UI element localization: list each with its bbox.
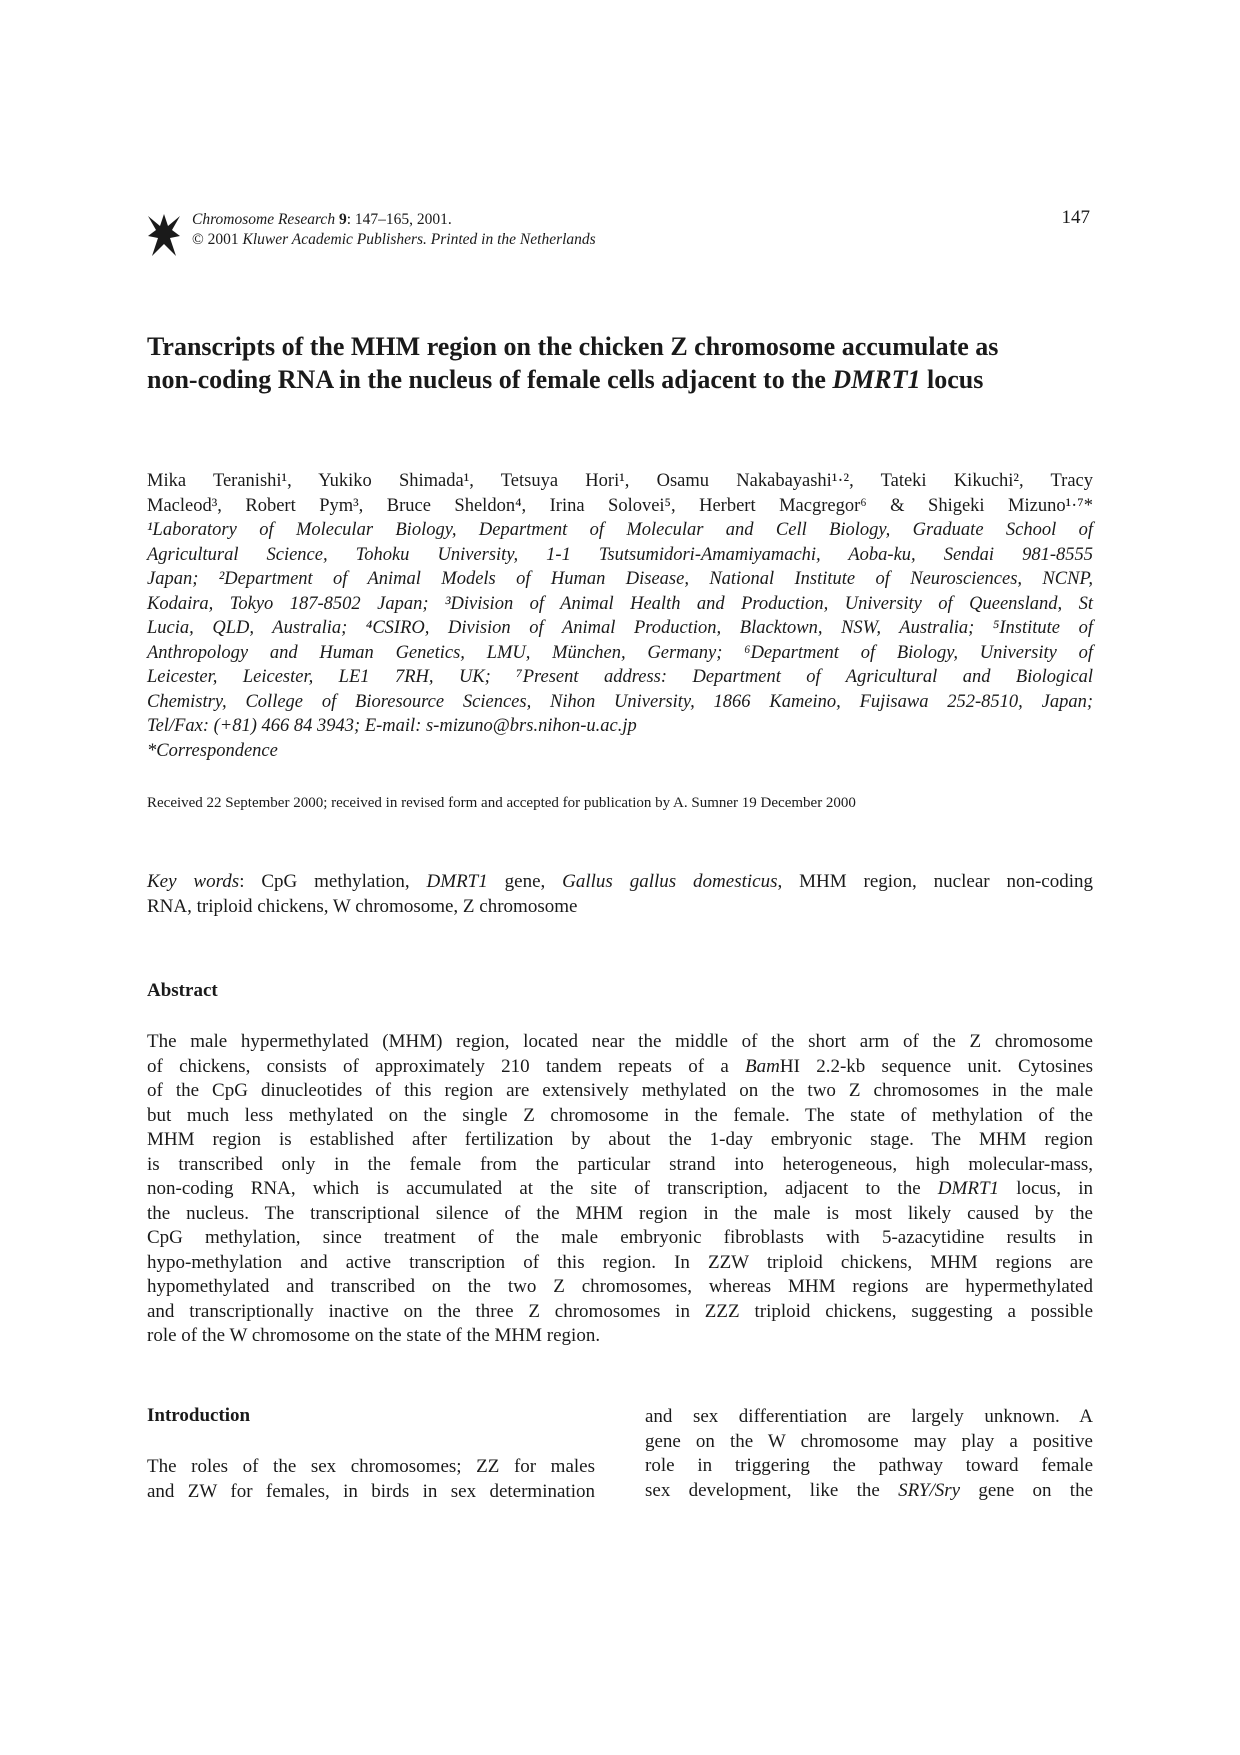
publisher-logo-icon bbox=[146, 212, 182, 258]
affiliation-line: Japan; ²Department of Animal Models of Human Disease, National Institute of Neurosciences, NCNP, bbox=[147, 569, 1093, 589]
abstract-line: hypomethylated and transcribed on the two Z chromosomes, whereas MHM regions are hypermethylated bbox=[147, 1276, 1093, 1297]
abstract-line: MHM region is established after fertilization by about the 1-day embryonic stage. The MHM region bbox=[147, 1129, 1093, 1150]
body-line: role in triggering the pathway toward female bbox=[645, 1455, 1093, 1476]
journal-citation bbox=[192, 210, 596, 250]
keywords-label: Key words bbox=[147, 871, 240, 892]
affiliation-line: ¹Laboratory of Molecular Biology, Department of Molecular and Cell Biology, Graduate School of bbox=[147, 520, 1093, 540]
abstract-line: non-coding RNA, which is accumulated at the site of transcription, adjacent to the DMRT1 locus, in bbox=[147, 1178, 1093, 1199]
journal-volume: 9 bbox=[338, 211, 347, 228]
abstract-line: is transcribed only in the female from the particular strand into heterogeneous, high molecular-mass, bbox=[147, 1153, 1093, 1175]
body-line: sex development, like the SRY/Sry gene on the bbox=[645, 1479, 1094, 1501]
article-title bbox=[147, 330, 1097, 396]
abstract-line: role of the W chromosome on the state of the MHM region. bbox=[147, 1325, 601, 1346]
affiliation-line: Lucia, QLD, Australia; ⁴CSIRO, Division of Animal Production, Blacktown, NSW, Australia; ⁵Institute of bbox=[147, 618, 1093, 638]
title-line-1: Transcripts of the MHM region on the chicken Z chromosome accumulate as bbox=[147, 332, 999, 361]
author-line: Macleod³, Robert Pym³, Bruce Sheldon⁴, Irina Solovei⁵, Herbert Macgregor⁶ & Shigeki Mizuno¹·⁷* bbox=[147, 495, 1093, 516]
abstract-line: CpG methylation, since treatment of the male embryonic fibroblasts with 5-azacytidine results in bbox=[147, 1227, 1093, 1248]
page-number: 147 bbox=[1061, 207, 1090, 228]
copyright-year: 2001 bbox=[207, 231, 239, 248]
body-line: and ZW for females, in birds in sex determination bbox=[147, 1480, 595, 1502]
abstract-line: the nucleus. The transcriptional silence of the MHM region in the male is most likely caused by the bbox=[147, 1202, 1093, 1224]
body-line: gene on the W chromosome may play a positive bbox=[645, 1430, 1093, 1452]
affiliation-line: Leicester, Leicester, LE1 7RH, UK; ⁷Present address: Department of Agricultural and Biological bbox=[147, 667, 1093, 687]
abstract-line: but much less methylated on the single Z chromosome in the female. The state of methylation of the bbox=[147, 1104, 1093, 1126]
keywords-block bbox=[147, 869, 1093, 919]
abstract-body bbox=[147, 1030, 1093, 1349]
introduction-heading: Introduction bbox=[147, 1405, 251, 1426]
correspondence-note: *Correspondence bbox=[147, 740, 278, 761]
abstract-line: of chickens, consists of approximately 210 tandem repeats of a BamHI 2.2-kb sequence unit. Cytosines bbox=[147, 1055, 1093, 1077]
keywords-line: RNA, triploid chickens, W chromosome, Z chromosome bbox=[147, 896, 578, 917]
abstract-line: of the CpG dinucleotides of this region are extensively methylated on the two Z chromosomes in the male bbox=[147, 1080, 1093, 1101]
authors-block bbox=[147, 469, 1093, 763]
abstract-line: The male hypermethylated (MHM) region, located near the middle of the short arm of the Z chromosome bbox=[147, 1031, 1093, 1052]
received-dates: Received 22 September 2000; received in revised form and accepted for publication by A. Sumner 19 December 2000 bbox=[147, 795, 856, 811]
title-line-2: non-coding RNA in the nucleus of female cells adjacent to the DMRT1 locus bbox=[147, 365, 984, 394]
journal-name: Chromosome Research bbox=[192, 211, 336, 228]
contact-line: Tel/Fax: (+81) 466 84 3943; E-mail: s-mizuno@brs.nihon-u.ac.jp bbox=[147, 716, 637, 736]
abstract-line: and transcriptionally inactive on the three Z chromosomes in ZZZ triploid chickens, suggesting a possible bbox=[147, 1300, 1093, 1322]
copyright-symbol: © bbox=[192, 231, 204, 248]
author-line: Mika Teranishi¹, Yukiko Shimada¹, Tetsuya Hori¹, Osamu Nakabayashi¹·², Tateki Kikuchi², Tracy bbox=[147, 471, 1093, 491]
affiliation-line: Anthropology and Human Genetics, LMU, München, Germany; ⁶Department of Biology, University of bbox=[147, 642, 1093, 663]
abstract-heading: Abstract bbox=[147, 980, 218, 1001]
affiliation-line: Kodaira, Tokyo 187-8502 Japan; ³Division of Animal Health and Production, University of Queensland, St bbox=[147, 593, 1093, 614]
publisher-name: Kluwer Academic Publishers. Printed in the Netherlands bbox=[242, 231, 596, 248]
keywords-line: Key words: CpG methylation, DMRT1 gene, Gallus gallus domesticus, MHM region, nuclear non-coding bbox=[147, 871, 1094, 892]
affiliation-line: Agricultural Science, Tohoku University, 1-1 Tsutsumidori-Amamiyamachi, Aoba-ku, Sendai 981-8555 bbox=[147, 544, 1093, 565]
affiliation-line: Chemistry, College of Bioresource Sciences, Nihon University, 1866 Kameino, Fujisawa 252-8510, Japan; bbox=[147, 691, 1093, 712]
introduction-right-column bbox=[645, 1405, 1093, 1503]
title-gene: DMRT1 bbox=[832, 365, 921, 394]
abstract-line: hypo-methylation and active transcription of this region. In ZZW triploid chickens, MHM regions are bbox=[147, 1251, 1093, 1273]
journal-pages: : 147–165, 2001. bbox=[346, 211, 452, 228]
body-line: The roles of the sex chromosomes; ZZ for males bbox=[147, 1456, 595, 1477]
introduction-left-column bbox=[147, 1455, 595, 1504]
body-line: and sex differentiation are largely unknown. A bbox=[645, 1406, 1093, 1427]
